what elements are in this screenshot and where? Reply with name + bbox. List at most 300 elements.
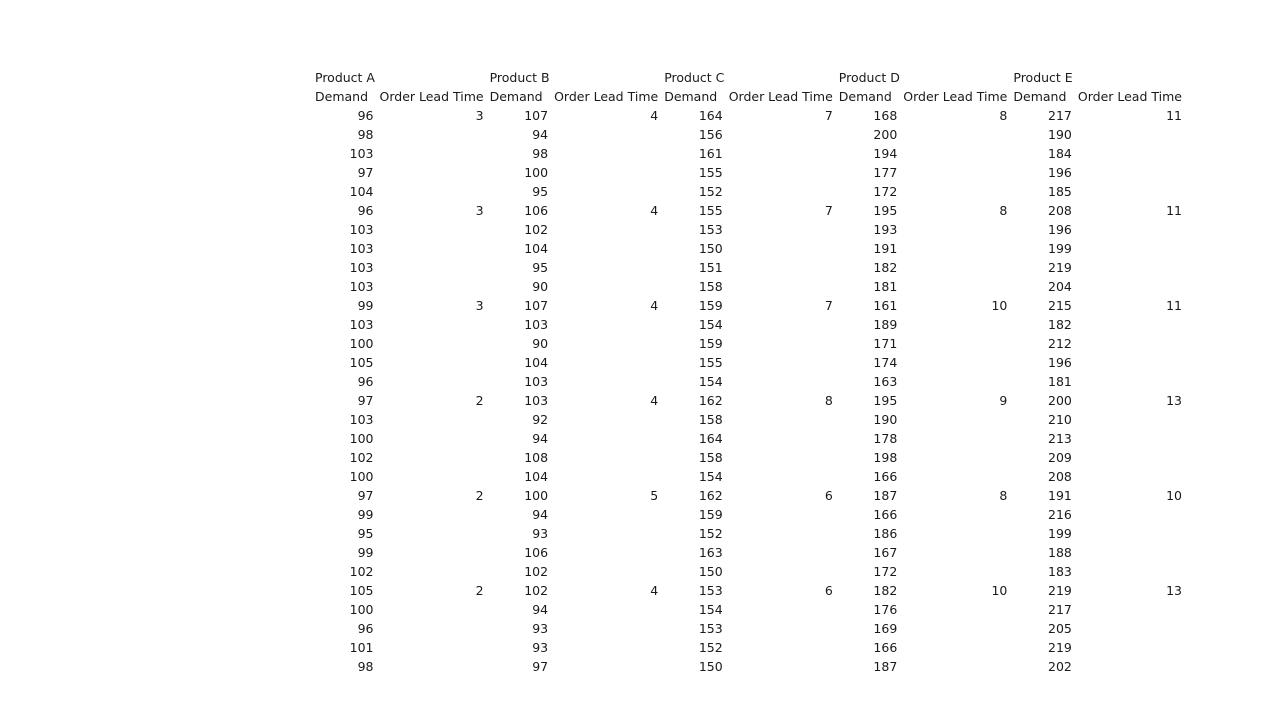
product-d-lead-time-cell[interactable]: 8: [999, 203, 1008, 218]
product-b-demand-cell[interactable]: 102: [524, 222, 549, 237]
product-e-demand-cell[interactable]: 185: [1048, 184, 1072, 199]
product-e-demand-cell[interactable]: 208: [1048, 203, 1072, 218]
product-d-demand-cell[interactable]: 195: [873, 393, 898, 408]
product-d-lead-time-cell[interactable]: [900, 638, 1010, 657]
product-e-demand-cell[interactable]: 196: [1048, 165, 1072, 180]
product-a-lead-time-cell[interactable]: [377, 600, 487, 619]
product-b-lead-time-cell[interactable]: 4: [650, 583, 659, 598]
product-c-lead-time-cell[interactable]: [726, 239, 836, 258]
product-c-demand-cell[interactable]: 158: [698, 412, 723, 427]
product-b-demand-cell[interactable]: 93: [532, 621, 549, 636]
product-d-demand-cell[interactable]: 193: [873, 222, 898, 237]
product-a-lead-time-cell[interactable]: [377, 543, 487, 562]
product-c-demand-cell[interactable]: 152: [698, 184, 723, 199]
product-c-demand-cell[interactable]: 154: [698, 602, 723, 617]
product-a-demand-cell[interactable]: 97: [357, 488, 374, 503]
product-e-demand-cell[interactable]: 182: [1048, 317, 1072, 332]
product-e-lead-time-cell[interactable]: [1075, 239, 1185, 258]
product-e-demand-cell[interactable]: 210: [1048, 412, 1072, 427]
product-c-demand-cell[interactable]: 152: [698, 640, 723, 655]
product-b-lead-time-cell[interactable]: 5: [650, 488, 659, 503]
product-e-lead-time-cell[interactable]: [1075, 125, 1185, 144]
product-b-demand-cell[interactable]: 94: [532, 507, 549, 522]
product-d-demand-cell[interactable]: 167: [873, 545, 898, 560]
product-e-demand-cell[interactable]: 208: [1048, 469, 1072, 484]
product-e-demand-cell[interactable]: 184: [1048, 146, 1072, 161]
product-d-demand-cell[interactable]: 181: [873, 279, 898, 294]
product-d-demand-cell[interactable]: 191: [873, 241, 898, 256]
product-a-demand-cell[interactable]: 102: [349, 564, 374, 579]
product-e-demand-cell[interactable]: 183: [1048, 564, 1072, 579]
product-b-demand-cell[interactable]: 104: [524, 241, 549, 256]
product-a-demand-cell[interactable]: 105: [349, 355, 374, 370]
product-a-demand-cell[interactable]: 105: [349, 583, 374, 598]
product-c-demand-cell[interactable]: 150: [698, 659, 723, 674]
product-c-lead-time-cell[interactable]: 7: [824, 108, 833, 123]
product-a-demand-cell[interactable]: 97: [357, 393, 374, 408]
product-d-lead-time-cell[interactable]: 10: [991, 583, 1008, 598]
product-c-lead-time-cell[interactable]: [726, 182, 836, 201]
product-b-demand-cell[interactable]: 92: [532, 412, 549, 427]
product-e-lead-time-cell[interactable]: [1075, 353, 1185, 372]
product-e-demand-cell[interactable]: 200: [1048, 393, 1072, 408]
product-e-lead-time-cell[interactable]: [1075, 277, 1185, 296]
product-c-demand-cell[interactable]: 150: [698, 241, 723, 256]
product-a-lead-time-cell[interactable]: [377, 638, 487, 657]
product-c-demand-header[interactable]: Demand: [664, 89, 718, 104]
product-b-lead-time-cell[interactable]: [551, 258, 661, 277]
product-b-header[interactable]: Product B: [489, 70, 550, 85]
product-d-lead-time-cell[interactable]: [900, 524, 1010, 543]
product-b-lead-time-cell[interactable]: [551, 353, 661, 372]
product-a-demand-cell[interactable]: 99: [357, 507, 374, 522]
product-e-demand-cell[interactable]: 219: [1048, 260, 1072, 275]
product-e-demand-cell[interactable]: 219: [1048, 583, 1072, 598]
product-a-demand-cell[interactable]: 103: [349, 222, 374, 237]
product-b-demand-cell[interactable]: 103: [524, 374, 549, 389]
product-c-lead-time-cell[interactable]: [726, 562, 836, 581]
product-d-lead-time-cell[interactable]: [900, 448, 1010, 467]
product-a-demand-cell[interactable]: 95: [357, 526, 374, 541]
product-e-lead-time-cell[interactable]: 11: [1166, 298, 1182, 313]
product-b-lead-time-cell[interactable]: [551, 220, 661, 239]
product-a-demand-cell[interactable]: 102: [349, 450, 374, 465]
product-d-lead-time-cell[interactable]: [900, 657, 1010, 676]
product-d-demand-cell[interactable]: 186: [873, 526, 898, 541]
product-e-lead-time-cell[interactable]: [1075, 429, 1185, 448]
product-a-demand-cell[interactable]: 100: [349, 469, 374, 484]
product-c-demand-cell[interactable]: 152: [698, 526, 723, 541]
product-d-demand-cell[interactable]: 187: [873, 488, 898, 503]
product-b-lead-time-cell[interactable]: [551, 600, 661, 619]
product-a-lead-time-cell[interactable]: 3: [475, 108, 484, 123]
product-c-demand-cell[interactable]: 161: [698, 146, 723, 161]
product-c-demand-cell[interactable]: 155: [698, 355, 723, 370]
product-c-lead-time-cell[interactable]: [726, 619, 836, 638]
product-d-lead-time-cell[interactable]: [900, 467, 1010, 486]
product-a-lead-time-cell[interactable]: [377, 524, 487, 543]
product-e-demand-cell[interactable]: 190: [1048, 127, 1072, 142]
product-b-demand-cell[interactable]: 104: [524, 469, 549, 484]
product-b-lead-time-cell[interactable]: [551, 163, 661, 182]
product-d-demand-cell[interactable]: 163: [873, 374, 898, 389]
product-a-lead-time-cell[interactable]: 3: [475, 298, 484, 313]
product-b-lead-time-cell[interactable]: [551, 562, 661, 581]
product-a-lead-time-cell[interactable]: [377, 239, 487, 258]
product-c-header[interactable]: Product C: [664, 70, 725, 85]
product-c-demand-cell[interactable]: 150: [698, 564, 723, 579]
product-e-demand-cell[interactable]: 205: [1048, 621, 1072, 636]
product-d-lead-time-cell[interactable]: 8: [999, 108, 1008, 123]
product-e-lead-time-cell[interactable]: 13: [1166, 583, 1182, 598]
product-c-demand-cell[interactable]: 154: [698, 469, 723, 484]
product-c-lead-time-cell[interactable]: [726, 410, 836, 429]
product-e-demand-cell[interactable]: 212: [1048, 336, 1072, 351]
product-d-lead-time-cell[interactable]: [900, 334, 1010, 353]
product-c-lead-time-cell[interactable]: [726, 334, 836, 353]
product-b-demand-cell[interactable]: 104: [524, 355, 549, 370]
product-c-lead-time-cell[interactable]: [726, 448, 836, 467]
product-b-demand-cell[interactable]: 100: [524, 165, 549, 180]
product-e-demand-cell[interactable]: 196: [1048, 222, 1072, 237]
product-d-lead-time-cell[interactable]: [900, 315, 1010, 334]
product-a-lead-time-cell[interactable]: [377, 619, 487, 638]
product-e-lead-time-cell[interactable]: [1075, 505, 1185, 524]
product-c-demand-cell[interactable]: 153: [698, 621, 723, 636]
product-c-demand-cell[interactable]: 155: [698, 165, 723, 180]
product-d-lead-time-cell[interactable]: 9: [999, 393, 1008, 408]
product-d-lead-time-cell[interactable]: [900, 353, 1010, 372]
product-e-lead-time-cell[interactable]: [1075, 448, 1185, 467]
product-d-lead-time-cell[interactable]: [900, 258, 1010, 277]
product-a-demand-cell[interactable]: 103: [349, 317, 374, 332]
product-e-lead-time-cell[interactable]: [1075, 163, 1185, 182]
product-e-lead-time-cell[interactable]: [1075, 258, 1185, 277]
product-e-lead-time-cell[interactable]: [1075, 334, 1185, 353]
product-a-demand-cell[interactable]: 98: [357, 659, 374, 674]
product-a-lead-time-cell[interactable]: [377, 429, 487, 448]
product-e-demand-cell[interactable]: 191: [1048, 488, 1072, 503]
product-b-lead-time-cell[interactable]: [551, 182, 661, 201]
product-a-lead-time-cell[interactable]: [377, 467, 487, 486]
product-d-demand-cell[interactable]: 187: [873, 659, 898, 674]
product-d-demand-cell[interactable]: 172: [873, 184, 898, 199]
product-b-demand-cell[interactable]: 90: [532, 336, 549, 351]
product-d-lead-time-cell[interactable]: [900, 239, 1010, 258]
product-e-demand-cell[interactable]: 217: [1048, 108, 1072, 123]
product-c-lead-time-cell[interactable]: [726, 372, 836, 391]
product-a-demand-cell[interactable]: 103: [349, 146, 374, 161]
product-c-lead-time-cell[interactable]: 7: [824, 203, 833, 218]
product-d-demand-cell[interactable]: 189: [873, 317, 898, 332]
product-e-lead-time-cell[interactable]: [1075, 410, 1185, 429]
product-d-demand-cell[interactable]: 176: [873, 602, 898, 617]
product-b-lead-time-cell[interactable]: [551, 619, 661, 638]
product-b-lead-time-cell[interactable]: [551, 505, 661, 524]
product-c-lead-time-cell[interactable]: [726, 505, 836, 524]
product-a-demand-cell[interactable]: 96: [357, 108, 374, 123]
product-d-demand-cell[interactable]: 166: [873, 469, 898, 484]
product-d-demand-cell[interactable]: 172: [873, 564, 898, 579]
product-e-demand-cell[interactable]: 196: [1048, 355, 1072, 370]
product-b-lead-time-header[interactable]: Order Lead Time: [554, 89, 659, 104]
product-d-lead-time-cell[interactable]: [900, 125, 1010, 144]
product-a-lead-time-cell[interactable]: [377, 410, 487, 429]
product-b-demand-cell[interactable]: 103: [524, 317, 549, 332]
product-c-demand-cell[interactable]: 158: [698, 279, 723, 294]
product-d-demand-cell[interactable]: 161: [873, 298, 898, 313]
product-c-lead-time-cell[interactable]: [726, 163, 836, 182]
product-a-demand-cell[interactable]: 104: [349, 184, 374, 199]
product-a-demand-cell[interactable]: 98: [357, 127, 374, 142]
product-a-lead-time-cell[interactable]: [377, 220, 487, 239]
product-e-lead-time-cell[interactable]: [1075, 600, 1185, 619]
product-e-lead-time-cell[interactable]: [1075, 543, 1185, 562]
product-d-demand-cell[interactable]: 198: [873, 450, 898, 465]
product-c-demand-cell[interactable]: 162: [698, 488, 723, 503]
product-c-demand-cell[interactable]: 158: [698, 450, 723, 465]
product-b-demand-cell[interactable]: 102: [524, 564, 549, 579]
product-d-lead-time-cell[interactable]: [900, 410, 1010, 429]
product-a-demand-cell[interactable]: 101: [349, 640, 374, 655]
product-d-lead-time-cell[interactable]: [900, 429, 1010, 448]
product-b-demand-cell[interactable]: 103: [524, 393, 549, 408]
product-e-header[interactable]: Product E: [1013, 70, 1073, 85]
product-d-lead-time-cell[interactable]: [900, 163, 1010, 182]
product-c-lead-time-header[interactable]: Order Lead Time: [728, 89, 833, 104]
product-e-demand-cell[interactable]: 213: [1048, 431, 1072, 446]
product-a-lead-time-header[interactable]: Order Lead Time: [379, 89, 484, 104]
product-a-lead-time-cell[interactable]: [377, 505, 487, 524]
product-d-lead-time-cell[interactable]: [900, 144, 1010, 163]
product-d-demand-cell[interactable]: 200: [873, 127, 898, 142]
product-e-lead-time-cell[interactable]: [1075, 372, 1185, 391]
product-c-lead-time-cell[interactable]: [726, 600, 836, 619]
product-d-demand-header[interactable]: Demand: [838, 89, 892, 104]
product-c-lead-time-cell[interactable]: 6: [824, 488, 833, 503]
product-e-lead-time-cell[interactable]: [1075, 657, 1185, 676]
product-e-lead-time-cell[interactable]: [1075, 315, 1185, 334]
product-d-demand-cell[interactable]: 168: [873, 108, 898, 123]
product-c-lead-time-cell[interactable]: 6: [824, 583, 833, 598]
product-a-demand-cell[interactable]: 99: [357, 298, 374, 313]
product-b-demand-cell[interactable]: 94: [532, 602, 549, 617]
product-c-demand-cell[interactable]: 159: [698, 507, 723, 522]
product-e-lead-time-cell[interactable]: [1075, 467, 1185, 486]
product-e-lead-time-cell[interactable]: [1075, 220, 1185, 239]
product-c-lead-time-cell[interactable]: [726, 638, 836, 657]
product-b-lead-time-cell[interactable]: [551, 334, 661, 353]
product-e-demand-header[interactable]: Demand: [1013, 89, 1067, 104]
product-b-lead-time-cell[interactable]: 4: [650, 298, 659, 313]
product-b-lead-time-cell[interactable]: [551, 315, 661, 334]
product-e-lead-time-cell[interactable]: 13: [1166, 393, 1182, 408]
product-e-lead-time-cell[interactable]: [1075, 182, 1185, 201]
product-b-lead-time-cell[interactable]: [551, 277, 661, 296]
product-e-demand-cell[interactable]: 199: [1048, 526, 1072, 541]
product-c-lead-time-cell[interactable]: [726, 353, 836, 372]
product-d-demand-cell[interactable]: 195: [873, 203, 898, 218]
product-b-demand-cell[interactable]: 108: [524, 450, 549, 465]
product-b-demand-cell[interactable]: 94: [532, 127, 549, 142]
product-a-lead-time-cell[interactable]: [377, 182, 487, 201]
product-c-demand-cell[interactable]: 153: [698, 583, 723, 598]
product-c-demand-cell[interactable]: 156: [698, 127, 723, 142]
product-b-lead-time-cell[interactable]: [551, 410, 661, 429]
product-a-lead-time-cell[interactable]: [377, 144, 487, 163]
product-d-demand-cell[interactable]: 174: [873, 355, 898, 370]
product-a-demand-cell[interactable]: 103: [349, 279, 374, 294]
product-e-demand-cell[interactable]: 215: [1048, 298, 1072, 313]
product-b-lead-time-cell[interactable]: [551, 524, 661, 543]
product-b-demand-cell[interactable]: 93: [532, 526, 549, 541]
product-b-lead-time-cell[interactable]: [551, 657, 661, 676]
product-d-lead-time-cell[interactable]: [900, 543, 1010, 562]
product-b-lead-time-cell[interactable]: [551, 372, 661, 391]
product-c-demand-cell[interactable]: 154: [698, 374, 723, 389]
product-d-demand-cell[interactable]: 169: [873, 621, 898, 636]
product-a-demand-cell[interactable]: 96: [357, 621, 374, 636]
product-e-demand-cell[interactable]: 199: [1048, 241, 1072, 256]
product-b-lead-time-cell[interactable]: [551, 429, 661, 448]
product-e-lead-time-cell[interactable]: 10: [1166, 488, 1182, 503]
product-d-lead-time-cell[interactable]: [900, 505, 1010, 524]
product-c-demand-cell[interactable]: 159: [698, 336, 723, 351]
product-c-lead-time-cell[interactable]: [726, 543, 836, 562]
product-d-lead-time-cell[interactable]: [900, 182, 1010, 201]
product-b-lead-time-cell[interactable]: [551, 638, 661, 657]
product-d-lead-time-cell[interactable]: 10: [991, 298, 1008, 313]
product-a-demand-cell[interactable]: 96: [357, 374, 374, 389]
product-d-demand-cell[interactable]: 171: [873, 336, 898, 351]
product-a-header[interactable]: Product A: [315, 70, 375, 85]
product-e-lead-time-cell[interactable]: 11: [1166, 108, 1182, 123]
product-a-demand-cell[interactable]: 100: [349, 336, 374, 351]
product-b-demand-header[interactable]: Demand: [489, 89, 543, 104]
product-a-lead-time-cell[interactable]: [377, 372, 487, 391]
product-b-demand-cell[interactable]: 106: [524, 545, 549, 560]
product-b-demand-cell[interactable]: 106: [524, 203, 549, 218]
product-b-demand-cell[interactable]: 98: [532, 146, 549, 161]
product-c-lead-time-cell[interactable]: 8: [824, 393, 833, 408]
product-d-header[interactable]: Product D: [838, 70, 900, 85]
product-c-demand-cell[interactable]: 162: [698, 393, 723, 408]
product-d-lead-time-cell[interactable]: [900, 619, 1010, 638]
product-e-demand-cell[interactable]: 204: [1048, 279, 1072, 294]
product-b-demand-cell[interactable]: 90: [532, 279, 549, 294]
product-a-lead-time-cell[interactable]: [377, 334, 487, 353]
product-e-demand-cell[interactable]: 202: [1048, 659, 1072, 674]
product-e-lead-time-cell[interactable]: [1075, 144, 1185, 163]
product-d-lead-time-cell[interactable]: [900, 600, 1010, 619]
product-c-demand-cell[interactable]: 153: [698, 222, 723, 237]
product-a-lead-time-cell[interactable]: [377, 277, 487, 296]
product-e-lead-time-cell[interactable]: 11: [1166, 203, 1182, 218]
product-e-demand-cell[interactable]: 209: [1048, 450, 1072, 465]
product-c-lead-time-cell[interactable]: [726, 657, 836, 676]
product-a-demand-cell[interactable]: 96: [357, 203, 374, 218]
product-d-demand-cell[interactable]: 178: [873, 431, 898, 446]
product-d-lead-time-cell[interactable]: [900, 220, 1010, 239]
product-a-demand-header[interactable]: Demand: [315, 89, 369, 104]
product-a-lead-time-cell[interactable]: [377, 562, 487, 581]
product-d-demand-cell[interactable]: 177: [873, 165, 898, 180]
product-e-demand-cell[interactable]: 188: [1048, 545, 1072, 560]
product-b-demand-cell[interactable]: 95: [532, 260, 549, 275]
product-c-lead-time-cell[interactable]: [726, 220, 836, 239]
product-b-lead-time-cell[interactable]: 4: [650, 393, 659, 408]
product-d-lead-time-cell[interactable]: [900, 372, 1010, 391]
product-d-lead-time-header[interactable]: Order Lead Time: [903, 89, 1008, 104]
product-a-lead-time-cell[interactable]: 2: [475, 488, 484, 503]
product-d-demand-cell[interactable]: 182: [873, 583, 898, 598]
product-b-lead-time-cell[interactable]: [551, 467, 661, 486]
product-b-demand-cell[interactable]: 100: [524, 488, 549, 503]
product-e-demand-cell[interactable]: 219: [1048, 640, 1072, 655]
product-c-lead-time-cell[interactable]: [726, 258, 836, 277]
product-c-demand-cell[interactable]: 154: [698, 317, 723, 332]
product-c-demand-cell[interactable]: 163: [698, 545, 723, 560]
product-a-lead-time-cell[interactable]: 2: [475, 583, 484, 598]
product-a-demand-cell[interactable]: 99: [357, 545, 374, 560]
product-a-lead-time-cell[interactable]: [377, 315, 487, 334]
product-a-demand-cell[interactable]: 100: [349, 602, 374, 617]
product-a-demand-cell[interactable]: 103: [349, 412, 374, 427]
product-c-demand-cell[interactable]: 159: [698, 298, 723, 313]
product-b-lead-time-cell[interactable]: [551, 239, 661, 258]
product-b-lead-time-cell[interactable]: [551, 543, 661, 562]
product-c-demand-cell[interactable]: 155: [698, 203, 723, 218]
product-e-demand-cell[interactable]: 217: [1048, 602, 1072, 617]
product-d-lead-time-cell[interactable]: [900, 562, 1010, 581]
product-b-demand-cell[interactable]: 107: [524, 108, 549, 123]
product-c-lead-time-cell[interactable]: [726, 467, 836, 486]
product-d-demand-cell[interactable]: 194: [873, 146, 898, 161]
product-a-lead-time-cell[interactable]: 2: [475, 393, 484, 408]
product-e-lead-time-header[interactable]: Order Lead Time: [1077, 89, 1182, 104]
product-c-lead-time-cell[interactable]: [726, 277, 836, 296]
product-a-lead-time-cell[interactable]: [377, 448, 487, 467]
product-e-lead-time-cell[interactable]: [1075, 562, 1185, 581]
product-b-demand-cell[interactable]: 94: [532, 431, 549, 446]
product-d-lead-time-cell[interactable]: [900, 277, 1010, 296]
product-b-demand-cell[interactable]: 102: [524, 583, 549, 598]
product-c-lead-time-cell[interactable]: [726, 315, 836, 334]
product-c-lead-time-cell[interactable]: [726, 429, 836, 448]
product-c-demand-cell[interactable]: 164: [698, 431, 723, 446]
product-a-demand-cell[interactable]: 100: [349, 431, 374, 446]
product-a-lead-time-cell[interactable]: [377, 657, 487, 676]
product-a-lead-time-cell[interactable]: [377, 125, 487, 144]
product-b-demand-cell[interactable]: 95: [532, 184, 549, 199]
product-e-lead-time-cell[interactable]: [1075, 638, 1185, 657]
product-d-lead-time-cell[interactable]: 8: [999, 488, 1008, 503]
product-b-lead-time-cell[interactable]: 4: [650, 108, 659, 123]
product-b-lead-time-cell[interactable]: [551, 144, 661, 163]
product-a-lead-time-cell[interactable]: 3: [475, 203, 484, 218]
product-b-demand-cell[interactable]: 93: [532, 640, 549, 655]
product-c-lead-time-cell[interactable]: [726, 144, 836, 163]
product-b-demand-cell[interactable]: 97: [532, 659, 549, 674]
product-b-lead-time-cell[interactable]: [551, 125, 661, 144]
product-e-lead-time-cell[interactable]: [1075, 619, 1185, 638]
product-d-demand-cell[interactable]: 190: [873, 412, 898, 427]
product-a-demand-cell[interactable]: 97: [357, 165, 374, 180]
product-c-lead-time-cell[interactable]: [726, 125, 836, 144]
product-d-demand-cell[interactable]: 182: [873, 260, 898, 275]
product-e-demand-cell[interactable]: 181: [1048, 374, 1072, 389]
product-b-lead-time-cell[interactable]: [551, 448, 661, 467]
